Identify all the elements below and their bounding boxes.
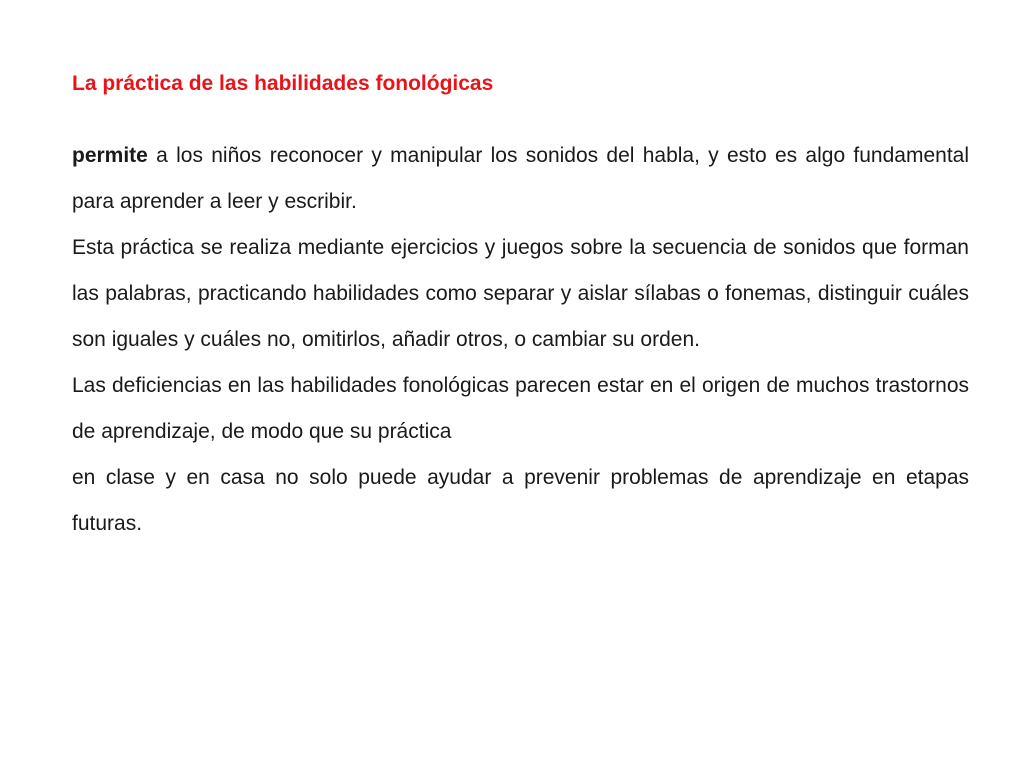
paragraph-1-lead: permite: [72, 144, 148, 167]
slide-title: La práctica de las habilidades fonológicas: [72, 72, 494, 95]
paragraph-1: [72, 133, 969, 225]
slide-body: [72, 133, 969, 547]
paragraph-1-text: a los niños reconocer y manipular los sonidos del habla, y esto es algo fundamental para aprender a leer y escribir.: [72, 144, 969, 213]
paragraph-4: en clase y en casa no solo puede ayudar a prevenir problemas de aprendizaje en etapas futuras.: [72, 466, 969, 535]
paragraph-3: Las deficiencias en las habilidades fonológicas parecen estar en el origen de muchos trastornos de aprendizaje, de modo que su práctica: [72, 374, 969, 443]
paragraph-2: Esta práctica se realiza mediante ejercicios y juegos sobre la secuencia de sonidos que forman las palabras, practicando habilidades como separar y aislar sílabas o fonemas, distinguir cuáles son iguales y cuáles no, omitirlos, añadir otros, o cambiar su orden.: [72, 236, 969, 351]
